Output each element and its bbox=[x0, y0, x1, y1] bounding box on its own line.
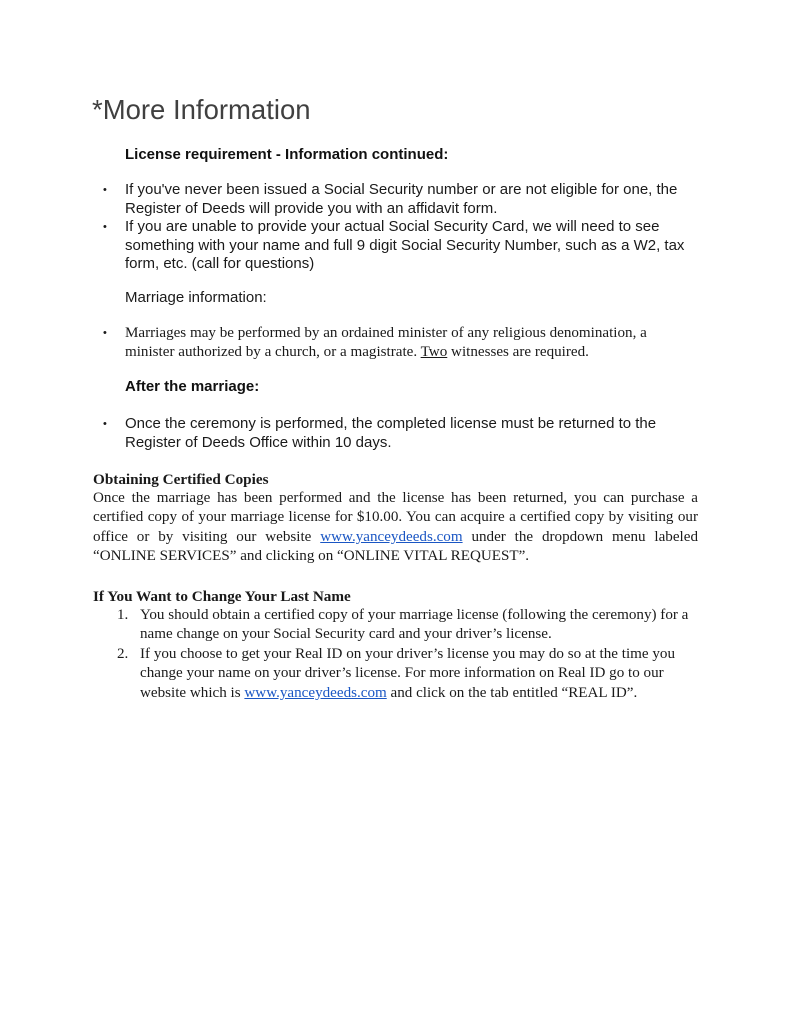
list-item-text: Marriages may be performed by an ordained minister of any religious denomination, a minister authorized by a church, or a magistrate. bbox=[125, 325, 647, 361]
list-item bbox=[117, 645, 700, 703]
bullet-icon: • bbox=[103, 418, 107, 430]
list-item bbox=[103, 324, 685, 363]
bullet-icon: • bbox=[103, 327, 107, 339]
list-item-text: If you are unable to provide your actual Social Security Card, we will need to see something with your name and full 9 digit Social Security Number, such as a W2, tax form, etc. (call for questions) bbox=[125, 218, 685, 272]
name-change-heading: If You Want to Change Your Last Name bbox=[93, 588, 351, 605]
page-title: *More Information bbox=[92, 94, 311, 125]
list-item bbox=[103, 181, 705, 218]
copies-text-end: under the dropdown menu labeled “ONLINE SERVICES” and clicking on “ONLINE VITAL REQUEST”. bbox=[93, 528, 698, 565]
copies-heading: Obtaining Certified Copies bbox=[93, 471, 269, 488]
copies-paragraph bbox=[93, 489, 698, 567]
after-heading: After the marriage: bbox=[125, 378, 260, 395]
website-link[interactable]: www.yanceydeeds.com bbox=[320, 528, 463, 545]
license-heading: License requirement - Information continued: bbox=[125, 146, 449, 163]
list-item-text: If you've never been issued a Social Security number or are not eligible for one, the Register of Deeds will provide you with an affidavit form. bbox=[125, 181, 678, 217]
bullet-icon: • bbox=[103, 221, 107, 233]
list-item-text: Once the ceremony is performed, the completed license must be returned to the Register of Deeds Office within 10 days. bbox=[125, 415, 657, 451]
list-number: 2. bbox=[117, 646, 129, 662]
list-item bbox=[103, 218, 705, 274]
underlined-word: Two bbox=[420, 344, 448, 361]
list-item-text-end: witnesses are required. bbox=[447, 344, 589, 361]
list-item bbox=[103, 415, 700, 452]
list-item-text: If you choose to get your Real ID on your driver’s license you may do so at the time you change your name on your driver’s license. For more information on Real ID go to our website which is bbox=[140, 646, 676, 701]
list-item-text-end: and click on the tab entitled “REAL ID”. bbox=[386, 684, 638, 701]
website-link[interactable]: www.yanceydeeds.com bbox=[244, 684, 387, 701]
bullet-icon: • bbox=[103, 184, 107, 196]
list-item-text: You should obtain a certified copy of your marriage license (following the ceremony) for a name change on your Social Security card and your driver’s license. bbox=[140, 607, 689, 643]
list-number: 1. bbox=[117, 607, 129, 623]
marriage-heading: Marriage information: bbox=[125, 289, 267, 306]
list-item bbox=[117, 606, 700, 645]
copies-text: Once the marriage has been performed and the license has been returned, you can purchase a certified copy of your marriage license for $10.00. You can acquire a certified copy by visiting our office or by visiting our website bbox=[93, 490, 698, 545]
